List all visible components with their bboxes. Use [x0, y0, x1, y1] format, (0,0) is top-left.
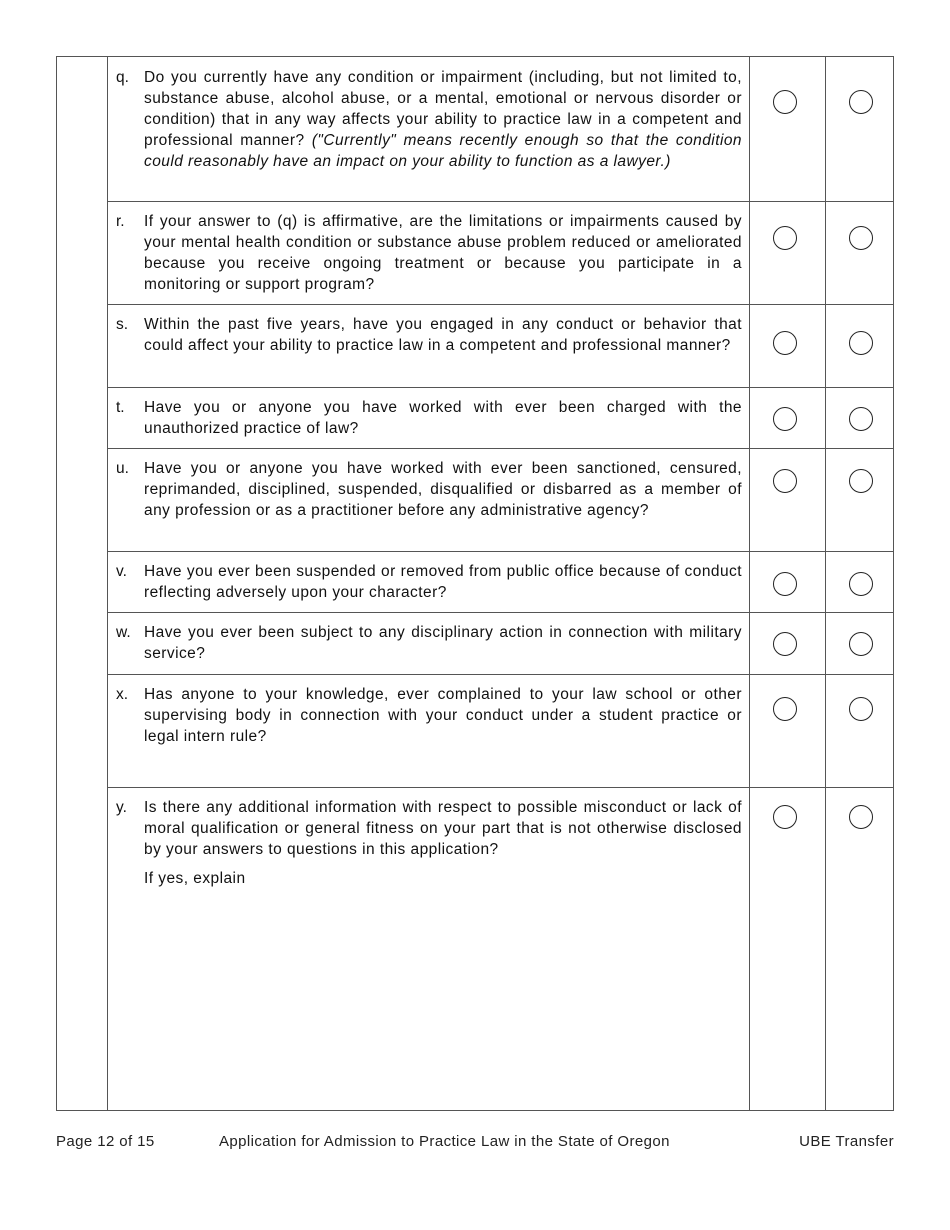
footer-title: Application for Admission to Practice Law in the State of Oregon	[219, 1133, 670, 1150]
question-row-s	[108, 304, 893, 387]
question-letter: y.	[116, 799, 127, 816]
page-number: Page 12 of 15	[56, 1133, 155, 1150]
question-row-x	[108, 674, 893, 787]
question-row-y	[108, 787, 893, 1110]
no-radio[interactable]	[849, 805, 873, 829]
question-letter: r.	[116, 213, 125, 230]
explain-label: If yes, explain	[144, 870, 246, 887]
question-letter: x.	[116, 686, 129, 703]
question-body: Do you currently have any condition or impairment (including, but not limited to, substance abuse, alcohol abuse, or a mental, emotional or nervous disorder or condition) that in any way affects your ability to practice law in a competent and professional manner?	[144, 69, 742, 149]
question-text: Within the past five years, have you engaged in any conduct or behavior that could affect your ability to practice law in a competent and professional manner?	[144, 316, 742, 354]
question-row-t	[108, 387, 893, 448]
no-radio[interactable]	[849, 572, 873, 596]
question-letter: q.	[116, 69, 129, 86]
question-row-v	[108, 551, 893, 612]
question-text: If your answer to (q) is affirmative, are the limitations or impairments caused by your mental health condition or substance abuse problem reduced or ameliorated because you receive ongoing treatment or because you participate in a monitoring or support program?	[144, 213, 742, 293]
no-radio[interactable]	[849, 90, 873, 114]
question-letter: u.	[116, 460, 129, 477]
questions-table	[56, 56, 894, 1111]
no-radio[interactable]	[849, 407, 873, 431]
question-text: Have you or anyone you have worked with ever been sanctioned, censured, reprimanded, disciplined, suspended, disqualified or disbarred as a member of any profession or as a practitioner before any administrative agency?	[144, 460, 742, 519]
no-radio[interactable]	[849, 226, 873, 250]
yes-radio[interactable]	[773, 407, 797, 431]
question-note: ("Currently" means recently enough so that the condition could reasonably have an impact on your ability to function as a lawyer.)	[144, 132, 742, 170]
question-letter: s.	[116, 316, 129, 333]
yes-radio[interactable]	[773, 331, 797, 355]
question-text	[144, 797, 742, 889]
question-row-q	[108, 57, 893, 201]
yes-radio[interactable]	[773, 572, 797, 596]
question-row-u	[108, 448, 893, 551]
no-radio[interactable]	[849, 697, 873, 721]
question-text: Have you or anyone you have worked with ever been charged with the unauthorized practice of law?	[144, 399, 742, 437]
question-text: Have you ever been suspended or removed from public office because of conduct reflecting adversely upon your character?	[144, 563, 742, 601]
question-text: Have you ever been subject to any disciplinary action in connection with military service?	[144, 624, 742, 662]
question-letter: v.	[116, 563, 127, 580]
yes-radio[interactable]	[773, 805, 797, 829]
question-row-w	[108, 612, 893, 674]
question-body: Is there any additional information with respect to possible misconduct or lack of moral qualification or general fitness on your part that is not otherwise disclosed by your answers to questions in this application?	[144, 799, 742, 858]
question-letter: t.	[116, 399, 125, 416]
question-text: Has anyone to your knowledge, ever complained to your law school or other supervising body in connection with your conduct under a student practice or legal intern rule?	[144, 686, 742, 745]
no-radio[interactable]	[849, 469, 873, 493]
yes-radio[interactable]	[773, 469, 797, 493]
yes-radio[interactable]	[773, 226, 797, 250]
yes-radio[interactable]	[773, 697, 797, 721]
question-row-r	[108, 201, 893, 304]
form-type: UBE Transfer	[799, 1133, 894, 1150]
yes-radio[interactable]	[773, 632, 797, 656]
no-radio[interactable]	[849, 632, 873, 656]
question-letter: w.	[116, 624, 131, 641]
no-radio[interactable]	[849, 331, 873, 355]
question-text	[144, 67, 742, 172]
yes-radio[interactable]	[773, 90, 797, 114]
